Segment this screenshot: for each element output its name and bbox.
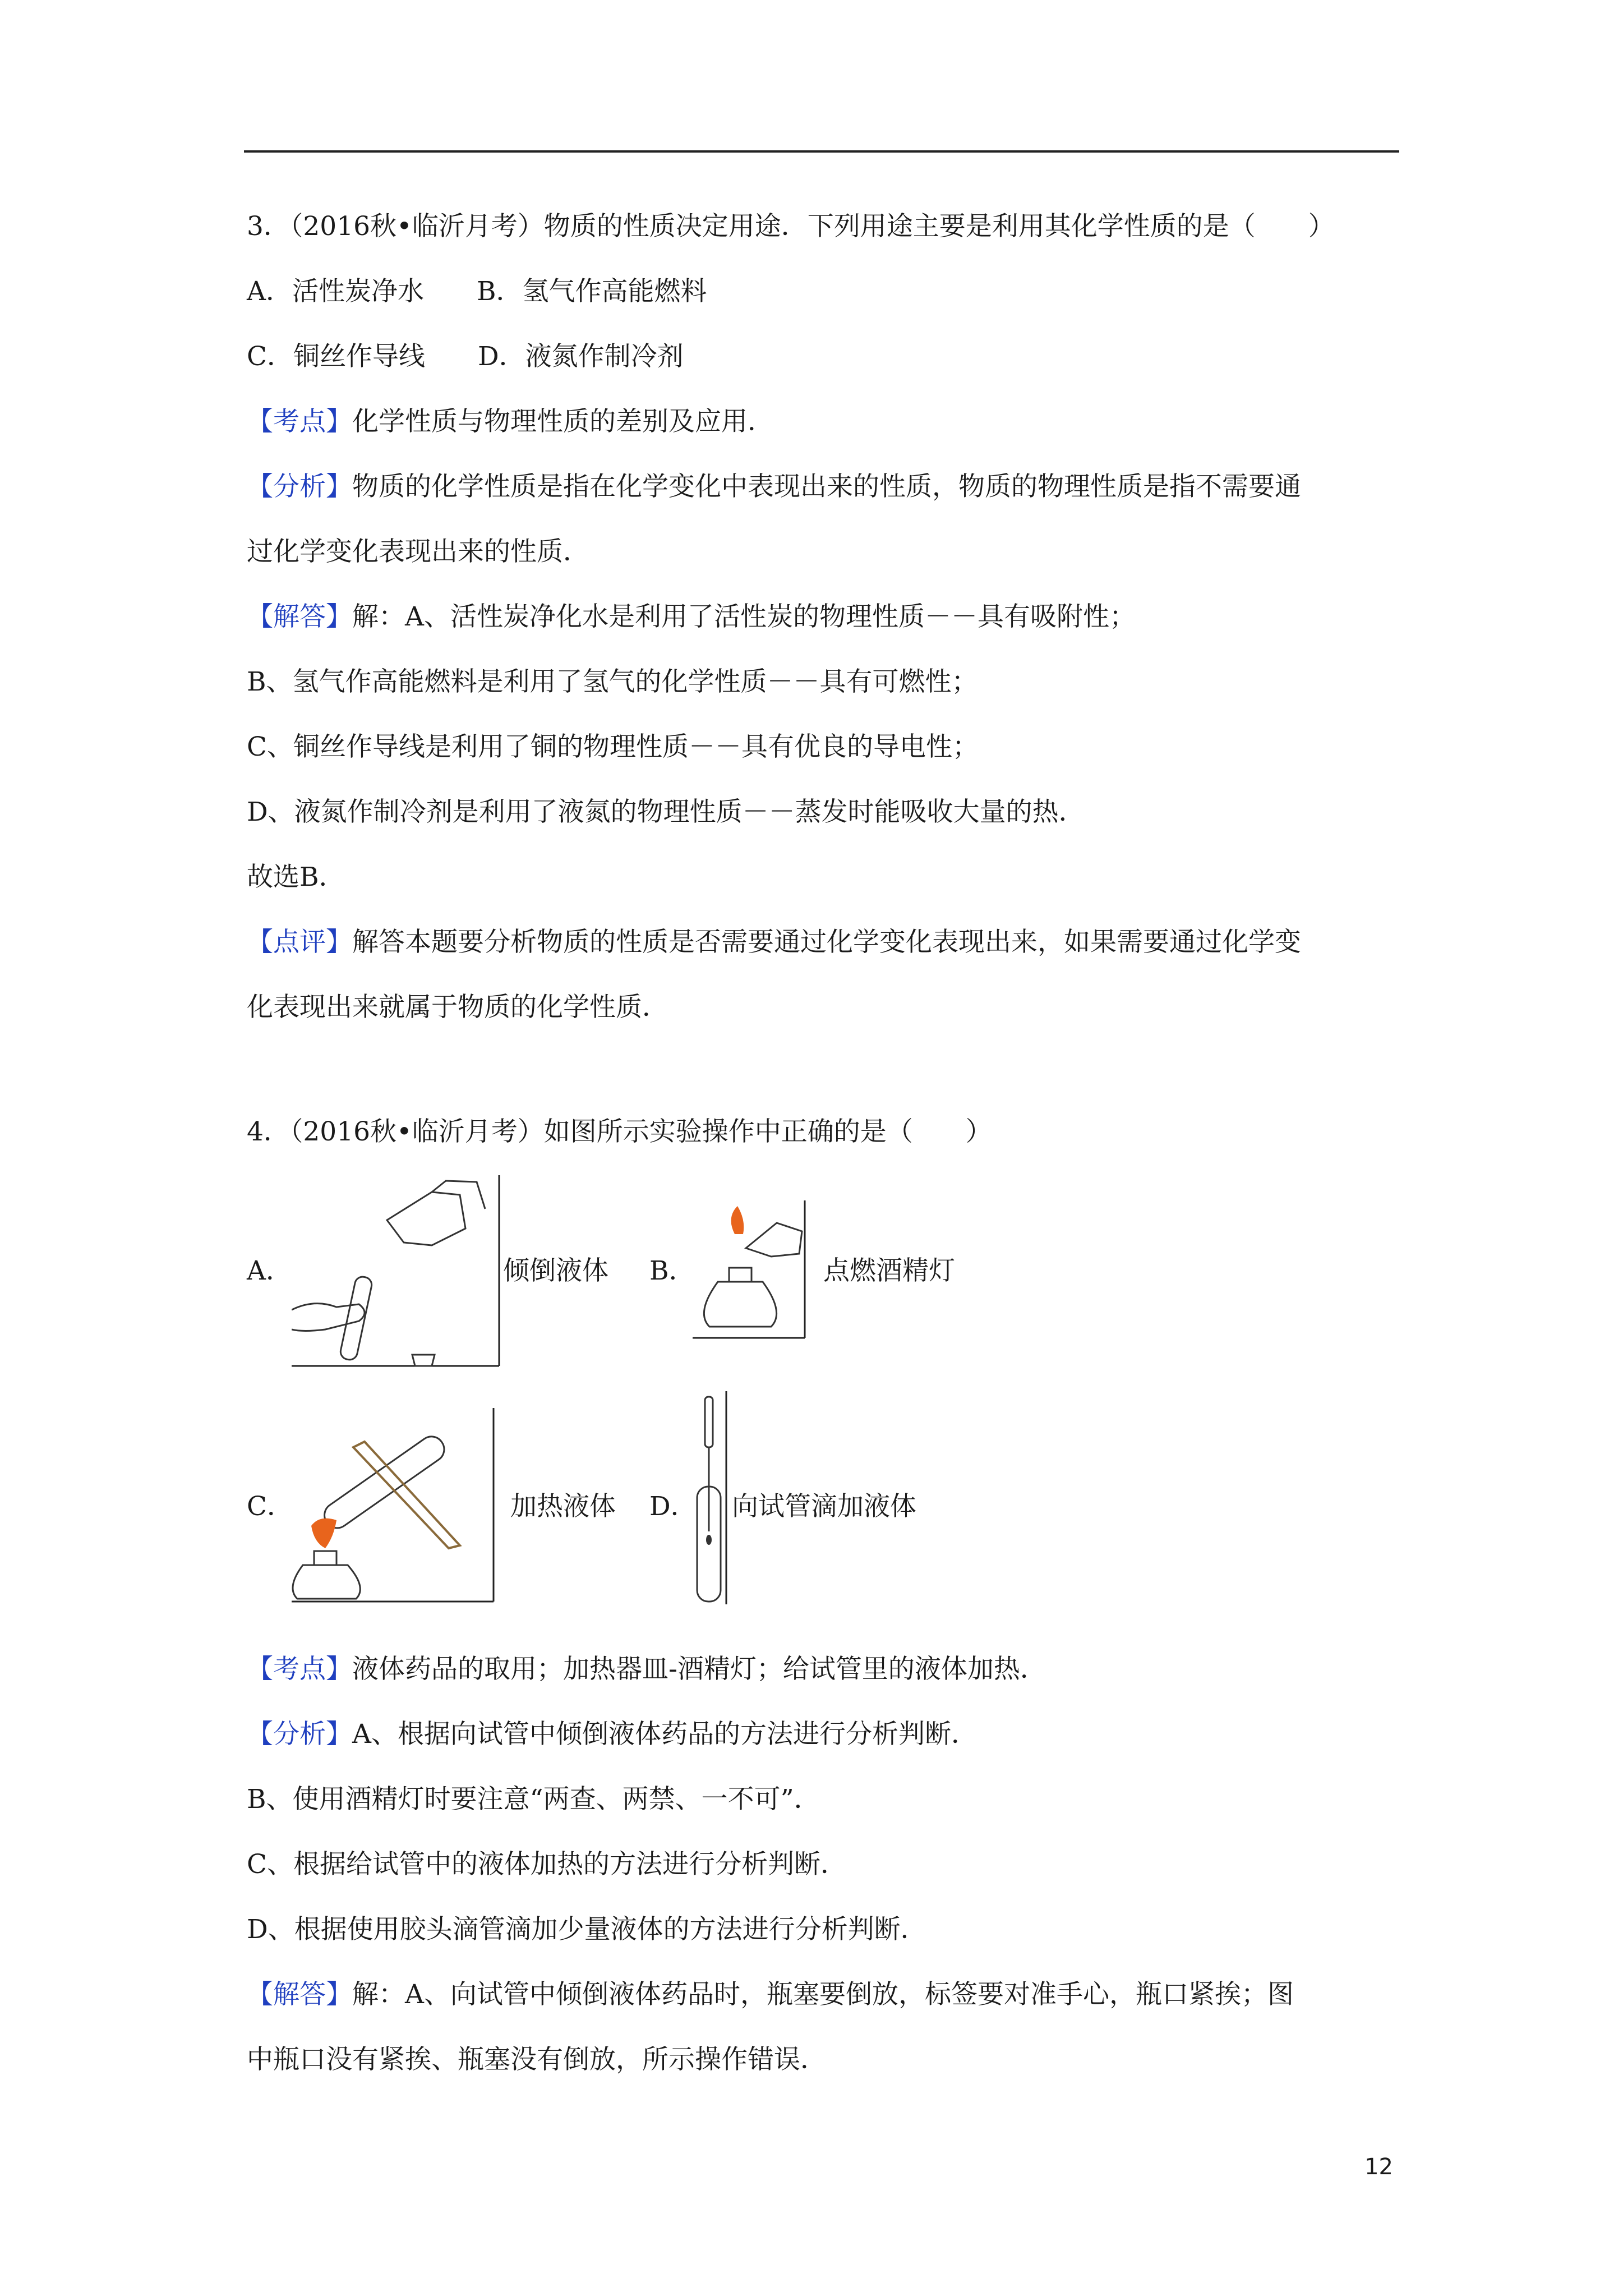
option-d-label: 向试管滴加液体 [732,1491,916,1522]
q4-fenxi [247,1718,978,1751]
dianping-text: 解答本题要分析物质的性质是否需要通过化学变化表现出来，如果需要通过化学变 [352,927,1301,958]
jieda-text: 解：A、活性炭净化水是利用了活性炭的物理性质－－具有吸附性； [352,601,1136,632]
q4-kaodian [247,1653,1046,1686]
kaodian-tag: 【考点】 [247,1654,352,1685]
jieda-text: 解：A、向试管中倾倒液体药品时，瓶塞要倒放，标签要对准手心，瓶口紧挨；图 [352,1979,1294,2010]
heating-liquid-figure [292,1408,496,1604]
q3-answer: 故选B． [247,862,345,892]
kaodian-text: 化学性质与物理性质的差别及应用． [352,406,774,437]
fenxi-tag: 【分析】 [247,471,352,502]
option-d-letter: D． [649,1491,697,1522]
q4-jieda-line2: 中瓶口没有紧挨、瓶塞没有倒放，所示操作错误． [247,2044,827,2075]
option-b-letter: B． [649,1255,695,1286]
q3-jieda-line4: D、液氮作制冷剂是利用了液氮的物理性质－－蒸发时能吸收大量的热． [247,797,1085,827]
option-c-letter: C． [247,1491,293,1522]
option-b-label: 点燃酒精灯 [823,1255,955,1286]
q4-stem: 4．（2016秋•临沂月考）如图所示实验操作中正确的是（ ） [247,1116,992,1147]
q3-stem: 3．（2016秋•临沂月考）物质的性质决定用途．下列用途主要是利用其化学性质的是（ ） [247,211,1335,242]
option-a-letter: A． [247,1255,292,1286]
lighting-alcohol-lamp-figure [693,1200,810,1341]
q3-jieda-line3: C、铜丝作导线是利用了铜的物理性质－－具有优良的导电性； [247,731,979,762]
fenxi-text: 物质的化学性质是指在化学变化中表现出来的性质，物质的物理性质是指不需要通 [352,471,1301,502]
q3-dianping-line2: 化表现出来就属于物质的化学性质． [247,992,668,1023]
kaodian-text: 液体药品的取用；加热器皿-酒精灯；给试管里的液体加热． [352,1654,1046,1685]
fenxi-text: A、根据向试管中倾倒液体药品的方法进行分析判断． [352,1719,978,1750]
dianping-tag: 【点评】 [247,927,352,958]
option-a-label: 倾倒液体 [503,1255,608,1286]
q3-options-ab: A．活性炭净水 B．氢气作高能燃料 [247,276,707,307]
q3-fenxi-line2: 过化学变化表现出来的性质． [247,536,589,567]
page-number: 12 [1364,2154,1393,2180]
q3-kaodian [247,405,774,439]
q3-jieda [247,600,1136,634]
q4-jieda [247,1978,1294,2012]
q4-fenxi-line4: D、根据使用胶头滴管滴加少量液体的方法进行分析判断． [247,1914,927,1945]
fenxi-tag: 【分析】 [247,1719,352,1750]
q4-fenxi-line2: B、使用酒精灯时要注意“两查、两禁、一不可”． [247,1784,820,1815]
kaodian-tag: 【考点】 [247,406,352,437]
dropping-liquid-figure [693,1391,732,1607]
q3-jieda-line2: B、氢气作高能燃料是利用了氢气的化学性质－－具有可燃性； [247,666,978,697]
pouring-liquid-figure [292,1175,505,1372]
jieda-tag: 【解答】 [247,601,352,632]
q4-fenxi-line3: C、根据给试管中的液体加热的方法进行分析判断． [247,1849,847,1880]
header-rule [244,150,1399,153]
q3-options-cd: C．铜丝作导线 D．液氮作制冷剂 [247,341,684,372]
q3-fenxi [247,470,1301,504]
q3-dianping [247,926,1301,959]
option-c-label: 加热液体 [510,1491,616,1522]
jieda-tag: 【解答】 [247,1979,352,2010]
